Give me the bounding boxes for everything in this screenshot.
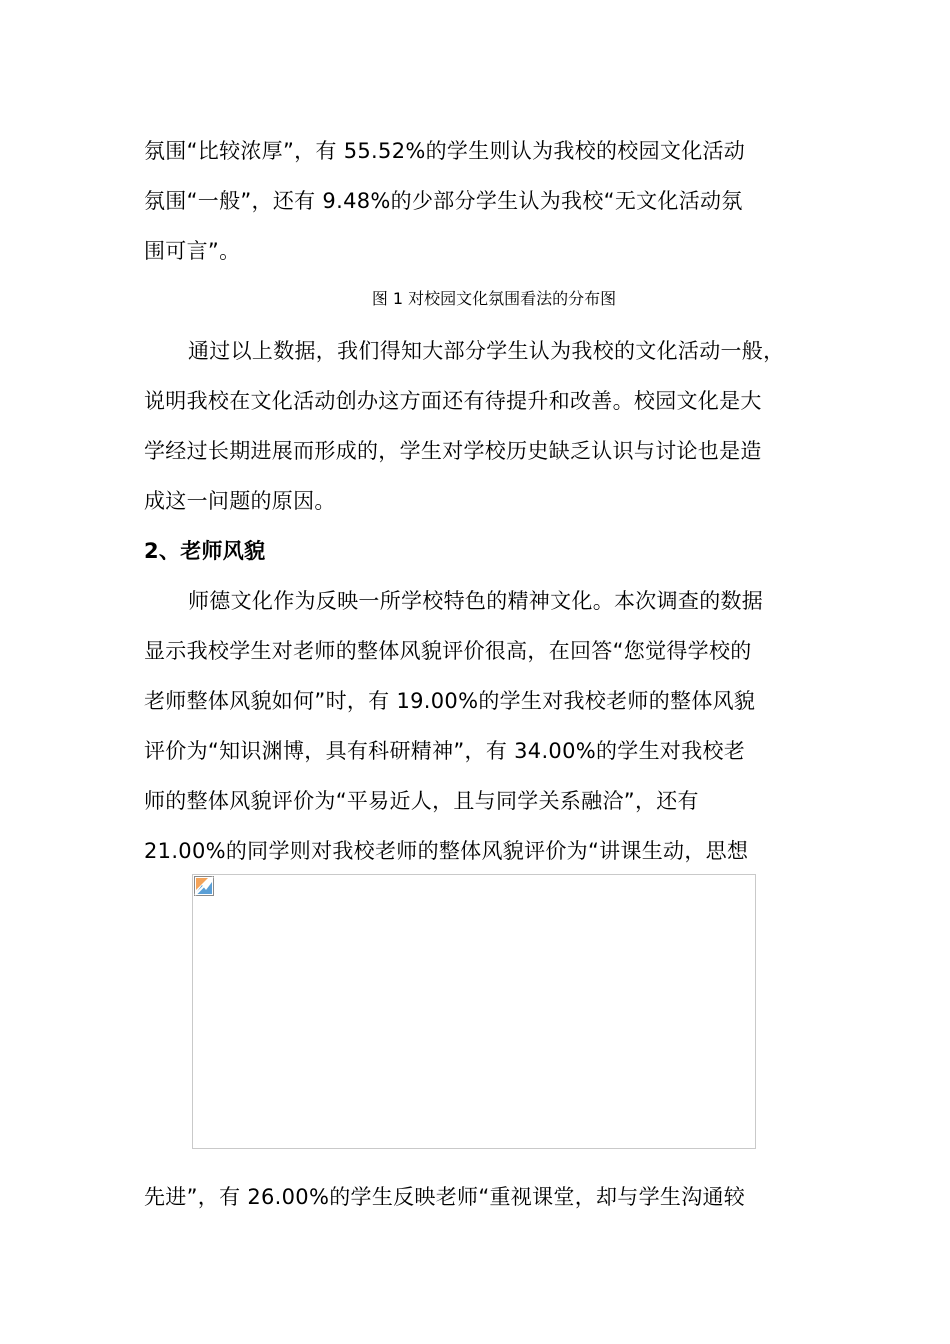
paragraph-line: 氛围“一般”，还有 9.48%的少部分学生认为我校“无文化活动氛 <box>144 189 743 213</box>
paragraph-line: 围可言”。 <box>144 239 241 263</box>
paragraph-line: 氛围“比较浓厚”，有 55.52%的学生则认为我校的校园文化活动 <box>144 139 746 163</box>
paragraph-line: 先进”，有 26.00%的学生反映老师“重视课堂，却与学生沟通较 <box>144 1185 746 1209</box>
image-placeholder <box>192 874 756 1149</box>
paragraph-line: 学经过长期进展而形成的，学生对学校历史缺乏认识与讨论也是造 <box>144 439 762 463</box>
paragraph-line: 显示我校学生对老师的整体风貌评价很高，在回答“您觉得学校的 <box>144 639 752 663</box>
paragraph-line: 老师整体风貌如何”时，有 19.00%的学生对我校老师的整体风貌 <box>144 689 756 713</box>
paragraph-line: 师的整体风貌评价为“平易近人，且与同学关系融洽”，还有 <box>144 789 699 813</box>
paragraph-line: 说明我校在文化活动创办这方面还有待提升和改善。校园文化是大 <box>144 389 762 413</box>
section-heading: 2、老师风貌 <box>144 539 266 563</box>
broken-image-icon <box>194 876 214 896</box>
paragraph-line: 评价为“知识渊博，具有科研精神”，有 34.00%的学生对我校老 <box>144 739 746 763</box>
paragraph-line: 21.00%的同学则对我校老师的整体风貌评价为“讲课生动，思想 <box>144 839 749 863</box>
paragraph-line: 成这一问题的原因。 <box>144 489 336 513</box>
paragraph-line: 师德文化作为反映一所学校特色的精神文化。本次调查的数据 <box>188 589 764 613</box>
paragraph-line: 通过以上数据，我们得知大部分学生认为我校的文化活动一般， <box>188 339 785 363</box>
figure-caption: 图 1 对校园文化氛围看法的分布图 <box>371 289 617 308</box>
